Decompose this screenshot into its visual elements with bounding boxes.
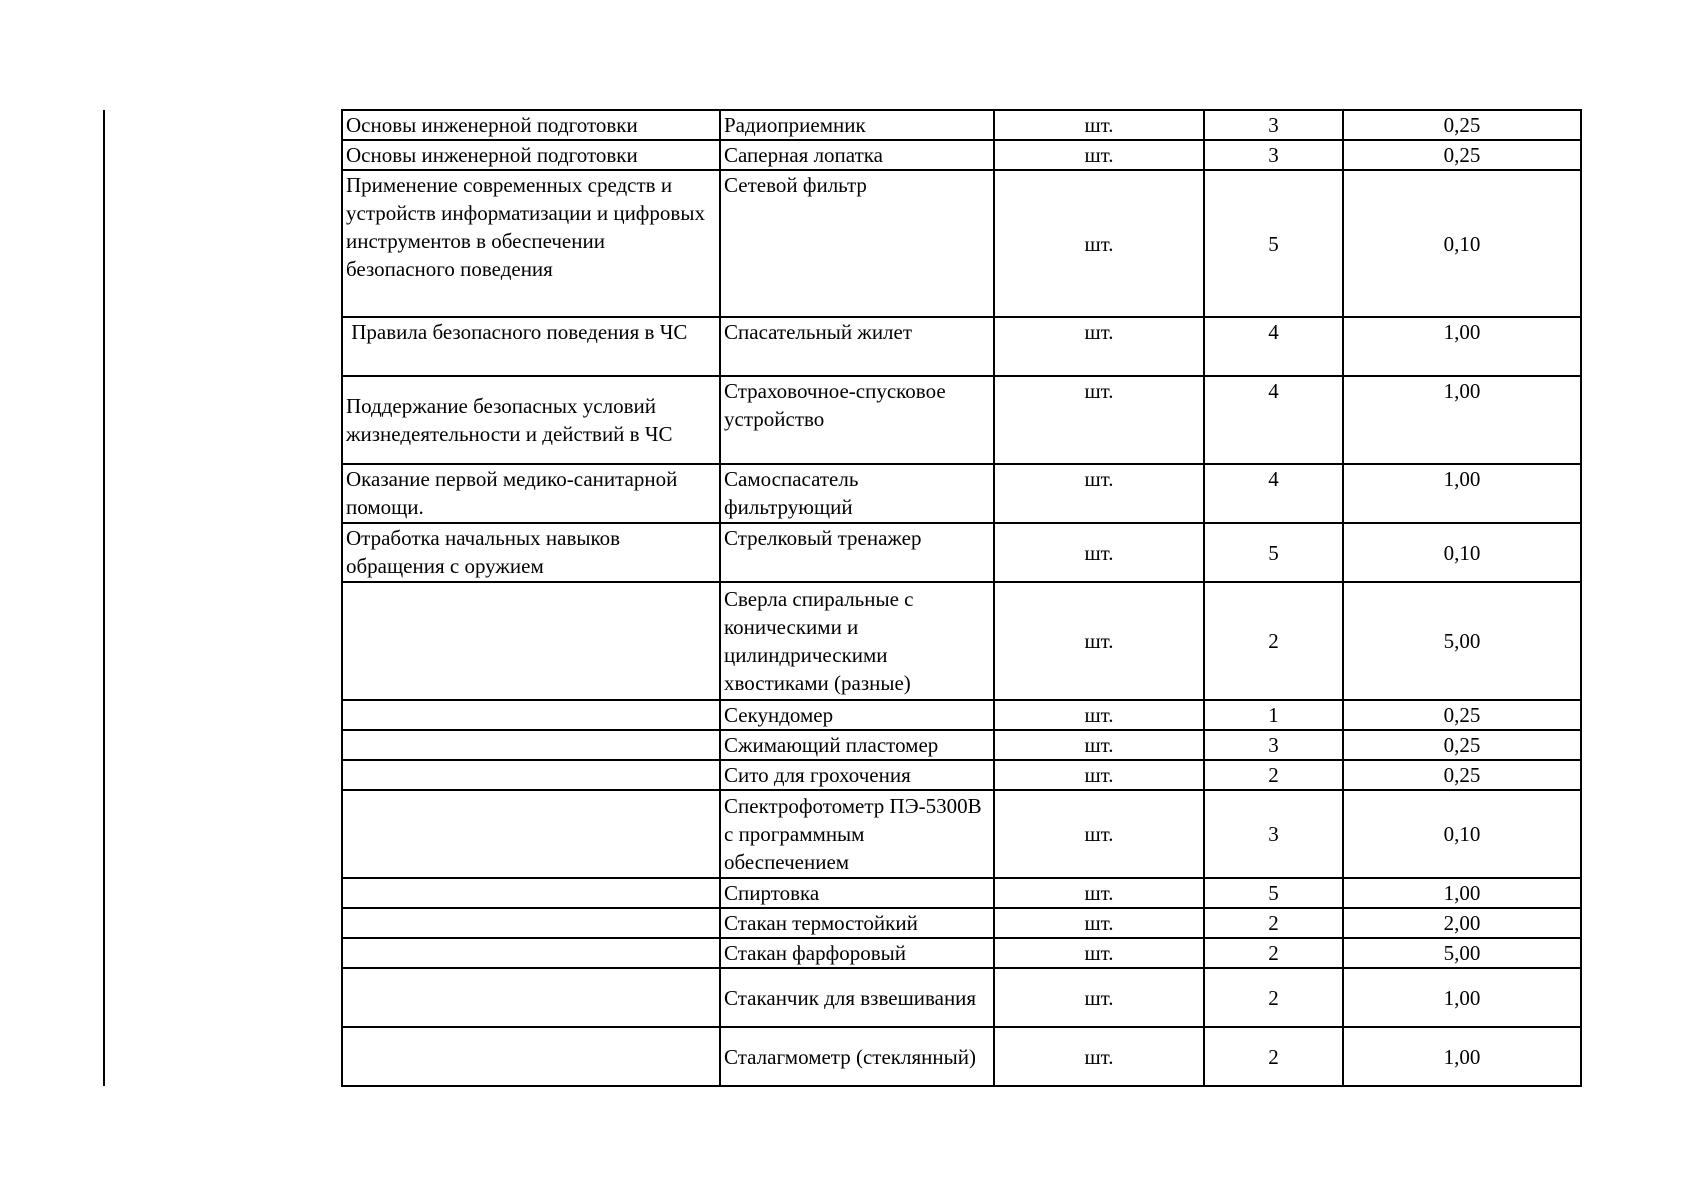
- item-name-cell: Спасательный жилет: [720, 317, 994, 376]
- unit-cell: шт.: [994, 464, 1204, 523]
- unit-cell: шт.: [994, 908, 1204, 938]
- unit-cell: шт.: [994, 317, 1204, 376]
- value-cell: 0,25: [1343, 760, 1581, 790]
- section-cell: [342, 878, 720, 908]
- quantity-cell: 2: [1204, 1027, 1343, 1086]
- unit-cell: шт.: [994, 790, 1204, 878]
- item-name-cell: Стаканчик для взвешивания: [720, 968, 994, 1027]
- value-cell: 5,00: [1343, 582, 1581, 700]
- value-cell: 1,00: [1343, 376, 1581, 464]
- value-cell: 0,25: [1343, 110, 1581, 140]
- item-name-cell: Самоспасатель фильтрующий: [720, 464, 994, 523]
- unit-cell: шт.: [994, 938, 1204, 968]
- section-cell: [342, 582, 720, 700]
- unit-cell: шт.: [994, 582, 1204, 700]
- section-cell: Основы инженерной подготовки: [342, 140, 720, 170]
- item-name-cell: Стакан фарфоровый: [720, 938, 994, 968]
- section-cell: [342, 908, 720, 938]
- item-name-cell: Сжимающий пластомер: [720, 730, 994, 760]
- value-cell: 0,10: [1343, 790, 1581, 878]
- table-row: [342, 464, 1581, 523]
- table-row: [342, 760, 1581, 790]
- quantity-cell: 4: [1204, 464, 1343, 523]
- unit-cell: шт.: [994, 760, 1204, 790]
- section-cell: Основы инженерной подготовки: [342, 110, 720, 140]
- section-cell: [342, 730, 720, 760]
- item-name-cell: Саперная лопатка: [720, 140, 994, 170]
- unit-cell: шт.: [994, 110, 1204, 140]
- page-margin-rule: [103, 110, 105, 1086]
- table-row: [342, 376, 1581, 464]
- equipment-table: [341, 109, 1582, 1087]
- quantity-cell: 2: [1204, 760, 1343, 790]
- item-name-cell: Сверла спиральные с коническими и цилиндрическими хвостиками (разные): [720, 582, 994, 700]
- item-name-cell: Стрелковый тренажер: [720, 523, 994, 582]
- item-name-cell: Страховочное-спусковое устройство: [720, 376, 994, 464]
- unit-cell: шт.: [994, 376, 1204, 464]
- item-name-cell: Спектрофотометр ПЭ-5300В с программным обеспечением: [720, 790, 994, 878]
- value-cell: 1,00: [1343, 878, 1581, 908]
- quantity-cell: 5: [1204, 523, 1343, 582]
- table-row: [342, 968, 1581, 1027]
- section-cell: [342, 968, 720, 1027]
- section-cell: [342, 790, 720, 878]
- table-row: [342, 1027, 1581, 1086]
- section-cell: Поддержание безопасных условий жизнедеятельности и действий в ЧС: [342, 376, 720, 464]
- quantity-cell: 2: [1204, 908, 1343, 938]
- quantity-cell: 2: [1204, 968, 1343, 1027]
- value-cell: 1,00: [1343, 968, 1581, 1027]
- table-row: [342, 878, 1581, 908]
- unit-cell: шт.: [994, 700, 1204, 730]
- section-cell: Правила безопасного поведения в ЧС: [342, 317, 720, 376]
- value-cell: 0,25: [1343, 700, 1581, 730]
- quantity-cell: 3: [1204, 140, 1343, 170]
- unit-cell: шт.: [994, 140, 1204, 170]
- item-name-cell: Сетевой фильтр: [720, 170, 994, 317]
- table-row: [342, 908, 1581, 938]
- item-name-cell: Стакан термостойкий: [720, 908, 994, 938]
- quantity-cell: 4: [1204, 317, 1343, 376]
- section-cell: [342, 938, 720, 968]
- item-name-cell: Сито для грохочения: [720, 760, 994, 790]
- section-cell: [342, 760, 720, 790]
- section-cell: [342, 1027, 720, 1086]
- unit-cell: шт.: [994, 1027, 1204, 1086]
- table-row: [342, 317, 1581, 376]
- value-cell: 1,00: [1343, 317, 1581, 376]
- quantity-cell: 5: [1204, 170, 1343, 317]
- item-name-cell: Радиоприемник: [720, 110, 994, 140]
- item-name-cell: Секундомер: [720, 700, 994, 730]
- table-row: [342, 523, 1581, 582]
- quantity-cell: 4: [1204, 376, 1343, 464]
- quantity-cell: 1: [1204, 700, 1343, 730]
- value-cell: 2,00: [1343, 908, 1581, 938]
- section-cell: Оказание первой медико-санитарной помощи.: [342, 464, 720, 523]
- unit-cell: шт.: [994, 730, 1204, 760]
- value-cell: 0,10: [1343, 170, 1581, 317]
- section-cell: Применение современных средств и устройств информатизации и цифровых инструментов в обеспечении безопасного поведения: [342, 170, 720, 317]
- table-row: [342, 938, 1581, 968]
- table-row: [342, 790, 1581, 878]
- table-row: [342, 730, 1581, 760]
- value-cell: 1,00: [1343, 464, 1581, 523]
- value-cell: 0,25: [1343, 140, 1581, 170]
- table-row: [342, 170, 1581, 317]
- quantity-cell: 2: [1204, 938, 1343, 968]
- unit-cell: шт.: [994, 170, 1204, 317]
- table-row: [342, 140, 1581, 170]
- value-cell: 0,25: [1343, 730, 1581, 760]
- value-cell: 1,00: [1343, 1027, 1581, 1086]
- item-name-cell: Сталагмометр (стеклянный): [720, 1027, 994, 1086]
- section-cell: Отработка начальных навыков обращения с оружием: [342, 523, 720, 582]
- unit-cell: шт.: [994, 878, 1204, 908]
- table-row: [342, 582, 1581, 700]
- table-row: [342, 110, 1581, 140]
- value-cell: 5,00: [1343, 938, 1581, 968]
- item-name-cell: Спиртовка: [720, 878, 994, 908]
- quantity-cell: 3: [1204, 790, 1343, 878]
- section-cell: [342, 700, 720, 730]
- unit-cell: шт.: [994, 968, 1204, 1027]
- table-row: [342, 700, 1581, 730]
- quantity-cell: 5: [1204, 878, 1343, 908]
- quantity-cell: 2: [1204, 582, 1343, 700]
- unit-cell: шт.: [994, 523, 1204, 582]
- quantity-cell: 3: [1204, 730, 1343, 760]
- value-cell: 0,10: [1343, 523, 1581, 582]
- quantity-cell: 3: [1204, 110, 1343, 140]
